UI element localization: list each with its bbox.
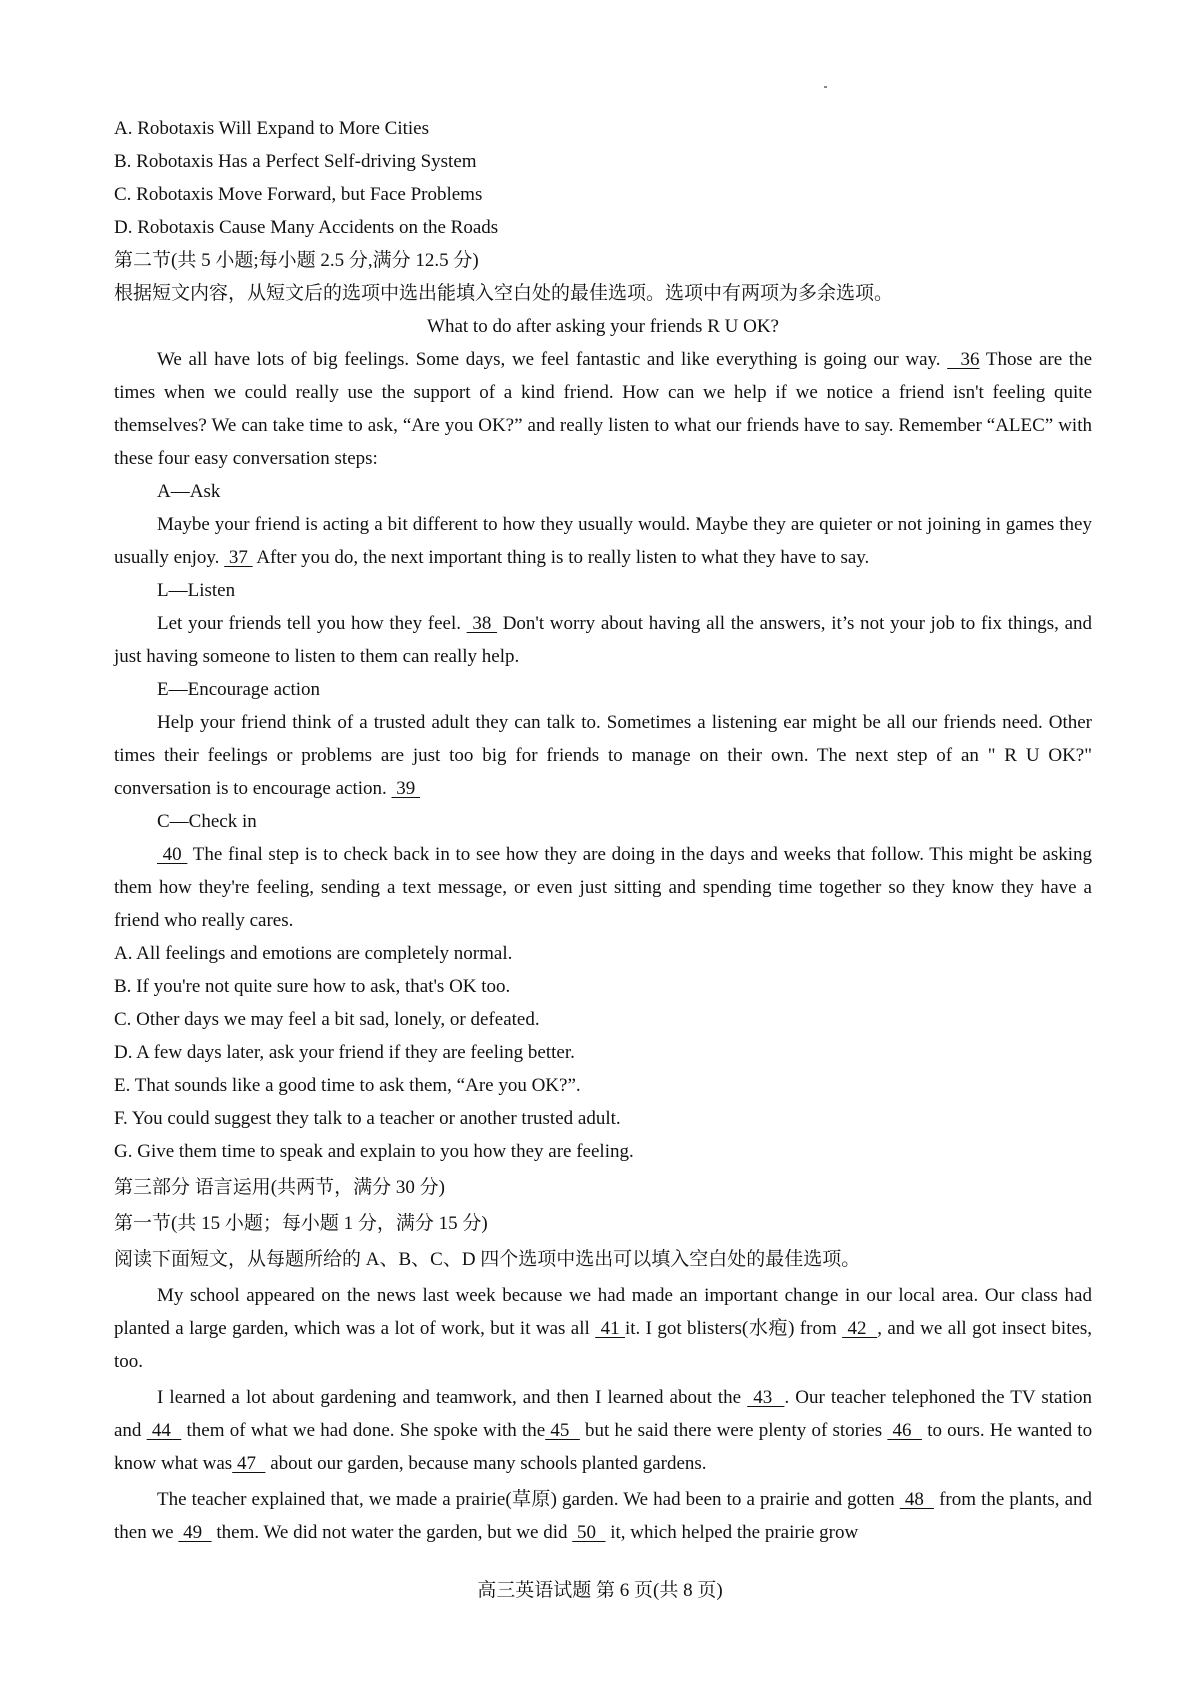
p1-text-b: Those are the times when we could really use the support of a kind friend. How can we help if we notice a friend isn't feeling quite themselves? We can take time to ask, “Are you OK?” and really listen to what our friends have to say. Remember “ALEC” with these four easy conversation steps: — [114, 349, 1093, 469]
blank-45: 45 — [545, 1420, 580, 1441]
q35-option-d: D. Robotaxis Cause Many Accidents on the Roads — [114, 217, 499, 238]
option-f: F. You could suggest they talk to a teacher or another trusted adult. — [114, 1108, 621, 1129]
cloze-p2-text-f: about our garden, because many schools planted gardens. — [270, 1453, 707, 1474]
section2-heading: 第二节(共 5 小题;每小题 2.5 分,满分 12.5 分) — [114, 250, 479, 271]
p1-text-a: We all have lots of big feelings. Some days, we feel fantastic and like everything is going our way. — [157, 349, 941, 370]
cloze-p3-text-b: from the plants, and then we — [114, 1489, 1093, 1543]
p2-text-b: After you do, the next important thing is to really listen to what they have to say. — [256, 547, 870, 568]
q35-option-a: A. Robotaxis Will Expand to More Cities — [114, 118, 430, 139]
blank-42: 42 — [842, 1318, 878, 1339]
option-g: G. Give them time to speak and explain to you how they are feeling. — [114, 1141, 634, 1162]
p5-text-b: The final step is to check back in to see how they are doing in the days and weeks that follow. This might be asking them how they're feeling, sending a text message, or even just sitting and spending time together so they know they have a friend who really cares. — [114, 844, 1092, 931]
cloze-p3-text-a: The teacher explained that, we made a prairie(草原) garden. We had been to a prairie and gotten — [157, 1489, 895, 1510]
blank-47: 47 — [232, 1453, 266, 1474]
step-heading-encourage: E—Encourage action — [157, 679, 321, 700]
cloze-p1-text-b: it. I got blisters(水疱) from — [624, 1318, 837, 1339]
part3-sub-heading: 第一节(共 15 小题；每小题 1 分，满分 15 分) — [114, 1213, 488, 1234]
passage-title: What to do after asking your friends R U OK? — [427, 316, 779, 337]
step-heading-check: C—Check in — [157, 811, 257, 832]
blank-49: 49 — [178, 1522, 212, 1543]
blank-40: 40 — [157, 844, 188, 865]
p4-text-a: Help your friend think of a trusted adult they can talk to. Sometimes a listening ear might be all our friends need. Other times their feelings or problems are just too big for friends to manage on their own. The next step of an " R U OK?" conversation is to encourage action. — [114, 712, 1092, 799]
exam-page — [114, 112, 1092, 1549]
cloze-paragraph-2 — [114, 1381, 1092, 1480]
blank-50: 50 — [572, 1522, 606, 1543]
q35-option-b: B. Robotaxis Has a Perfect Self-driving System — [114, 151, 477, 172]
part3-heading: 第三部分 语言运用(共两节，满分 30 分) — [114, 1177, 445, 1198]
option-c: C. Other days we may feel a bit sad, lonely, or defeated. — [114, 1009, 540, 1030]
blank-41: 41 — [595, 1318, 625, 1339]
section2-options — [114, 937, 1092, 1168]
blank-37: 37 — [224, 547, 253, 568]
option-b: B. If you're not quite sure how to ask, that's OK too. — [114, 976, 511, 997]
cloze-p2-text-a: I learned a lot about gardening and teamwork, and then I learned about the — [157, 1387, 742, 1408]
blank-48: 48 — [899, 1489, 934, 1510]
blank-38: 38 — [466, 613, 498, 634]
cloze-p2-text-c: them of what we had done. She spoke with the — [186, 1420, 546, 1441]
cloze-paragraph-3 — [114, 1483, 1092, 1549]
option-d: D. A few days later, ask your friend if they are feeling better. — [114, 1042, 575, 1063]
option-e: E. That sounds like a good time to ask them, “Are you OK?”. — [114, 1075, 581, 1096]
cloze-p2-text-d: but he said there were plenty of stories — [585, 1420, 883, 1441]
part3-instruction: 阅读下面短文，从每题所给的 A、B、C、D 四个选项中选出可以填入空白处的最佳选项。 — [114, 1249, 861, 1270]
passage-paragraph-1 — [114, 343, 1092, 475]
passage-paragraph-5 — [114, 838, 1092, 937]
scan-mark — [824, 86, 827, 88]
cloze-p1-text-a: My school appeared on the news last week because we had made an important change in our local area. Our class had planted a large garden, which was a lot of work, but it was all — [114, 1285, 1092, 1339]
passage-paragraph-3 — [114, 607, 1092, 673]
p3-text-b: Don't worry about having all the answers, it’s not your job to fix things, and just having someone to listen to them can really help. — [114, 613, 1093, 667]
cloze-p2-text-b: . Our teacher telephoned the TV station and — [114, 1387, 1092, 1441]
p3-text-a: Let your friends tell you how they feel. — [157, 613, 461, 634]
q35-option-c: C. Robotaxis Move Forward, but Face Problems — [114, 184, 483, 205]
passage-paragraph-4 — [114, 706, 1092, 805]
blank-36: 36 — [947, 349, 980, 370]
blank-39: 39 — [391, 778, 421, 799]
blank-46: 46 — [887, 1420, 922, 1441]
option-a: A. All feelings and emotions are completely normal. — [114, 943, 513, 964]
cloze-p2-text-e: to ours. He wanted to know what was — [114, 1420, 1093, 1474]
cloze-paragraph-1 — [114, 1279, 1092, 1378]
cloze-p3-text-c: them. We did not water the garden, but we did — [216, 1522, 568, 1543]
section2-instruction: 根据短文内容，从短文后的选项中选出能填入空白处的最佳选项。选项中有两项为多余选项。 — [114, 283, 894, 304]
blank-43: 43 — [747, 1387, 785, 1408]
page-footer: 高三英语试题 第 6 页(共 8 页) — [477, 1580, 723, 1601]
cloze-p1-text-c: , and we all got insect bites, too. — [114, 1318, 1093, 1372]
step-heading-ask: A—Ask — [157, 481, 221, 502]
cloze-p3-text-d: it, which helped the prairie grow — [610, 1522, 859, 1543]
passage-paragraph-2 — [114, 508, 1092, 574]
step-heading-listen: L—Listen — [157, 580, 236, 601]
blank-44: 44 — [146, 1420, 182, 1441]
p2-text-a: Maybe your friend is acting a bit different to how they usually would. Maybe they are quieter or not joining in games they usually enjoy. — [114, 514, 1092, 568]
q35-options — [114, 112, 1092, 244]
